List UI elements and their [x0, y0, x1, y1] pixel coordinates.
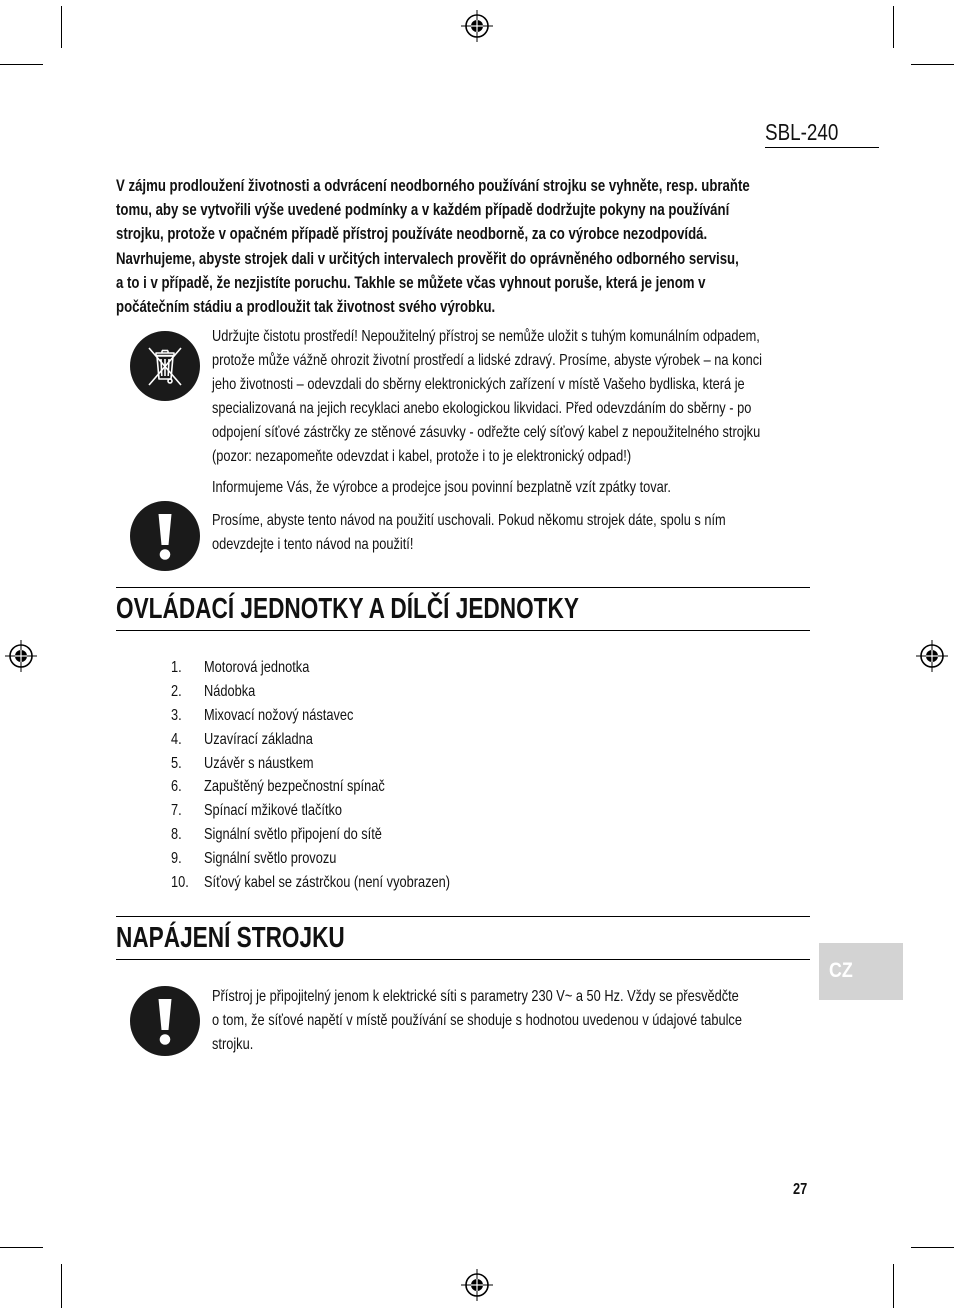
intro-line: strojku, protože v opačném případě přístroj používáte neodborně, za co výrobce nezodpovídá. [116, 225, 708, 244]
crop-mark [893, 6, 894, 48]
list-item-number: 7. [171, 802, 182, 820]
takeback-text: Informujeme Vás, že výrobce a prodejce jsou povinní bezplatně vzít zpátky tovar. [212, 479, 671, 496]
section-title: OVLÁDACÍ JEDNOTKY A DÍLČÍ JEDNOTKY [116, 593, 579, 625]
list-item-label: Uzávěr s náustkem [204, 754, 314, 772]
list-item-label: Mixovací nožový nástavec [204, 706, 354, 724]
recycling-line: jeho životnosti – odevzdali do sběrny elektronických zařízení v místě Vašeho bydliska, která je [212, 376, 745, 393]
keep-manual-paragraph [212, 509, 854, 557]
list-item-label: Signální světlo připojení do sítě [204, 826, 382, 844]
recycling-line: odpojení síťové zástrčky ze stěnové zásuvky - odřežte celý síťový kabel z nepoužitelného strojku [212, 424, 761, 441]
section-heading-controls [116, 587, 810, 631]
list-item-number: 5. [171, 754, 182, 772]
intro-line: Navrhujeme, abyste strojek dali v určitých intervalech prověřit do oprávněného odborného servisu, [116, 249, 739, 268]
intro-line: tomu, aby se vytvořili výše uvedené podmínky a v každém případě dodržujte pokyny na používání [116, 201, 730, 220]
list-item-number: 1. [171, 659, 182, 676]
list-item-number: 2. [171, 682, 182, 700]
list-item-label: Motorová jednotka [204, 659, 310, 676]
crossed-bin-icon [129, 330, 201, 402]
list-item-number: 6. [171, 778, 182, 796]
list-item-label: Nádobka [204, 682, 256, 700]
intro-paragraph [116, 174, 908, 319]
list-item-number: 3. [171, 706, 182, 724]
power-paragraph [212, 985, 874, 1057]
recycling-line: Udržujte čistotu prostředí! Nepoužitelný přístroj se nemůže uložit s tuhým komunálním odpadem, [212, 328, 760, 345]
page-number-text: 27 [793, 1181, 808, 1198]
keep-manual-line: odevzdejte i tento návod na použití! [212, 536, 414, 553]
crop-mark [911, 1247, 954, 1248]
list-item-label: Zapuštěný bezpečnostní spínač [204, 778, 385, 796]
recycling-line: (pozor: nezapomeňte odevzdat i kabel, protože i to je elektronický odpad!) [212, 448, 632, 465]
recycling-line: specializovaná na jejich recyklaci anebo ekologickou likvidaci. Před odevzdáním do sběrny - po [212, 400, 752, 417]
recycling-paragraph [212, 325, 899, 469]
section-heading-power [116, 916, 810, 960]
power-line: strojku. [212, 1036, 254, 1053]
takeback-paragraph [212, 476, 786, 500]
keep-manual-line: Prosíme, abyste tento návod na použití uschovali. Pokud někomu strojek dáte, spolu s ním [212, 512, 726, 529]
crop-mark [61, 1264, 62, 1308]
language-tab [819, 943, 903, 1000]
registration-mark-icon [915, 639, 949, 673]
exclamation-icon [129, 500, 201, 572]
registration-mark-icon [460, 9, 494, 43]
list-item-label: Signální světlo provozu [204, 850, 337, 868]
crop-mark [911, 64, 954, 65]
list-item-label: Síťový kabel se zástrčkou (není vyobrazen) [204, 874, 450, 892]
crop-mark [0, 64, 43, 65]
page-number [793, 1181, 811, 1199]
intro-line: počátečním stádiu a prodloužit tak životnost svého výrobku. [116, 298, 496, 317]
model-name: SBL-240 [765, 116, 879, 148]
language-code: CZ [829, 959, 853, 982]
list-item-label: Uzavírací základna [204, 730, 313, 748]
recycling-line: protože může vážně ohrozit životní prostředí a lidské zdravý. Prosíme, abyste výrobek – na konci [212, 352, 762, 369]
crop-mark [0, 1247, 43, 1248]
list-item-number: 4. [171, 730, 182, 748]
section-title: NAPÁJENÍ STROJKU [116, 922, 345, 954]
crop-mark [893, 1264, 894, 1308]
intro-line: V zájmu prodloužení životnosti a odvrácení neodborného používání strojku se vyhněte, resp. ubraňte [116, 177, 750, 195]
power-line: o tom, že síťové napětí v místě používání se shoduje s hodnotou uvedenou v údajové tabulce [212, 1012, 742, 1029]
registration-mark-icon [460, 1268, 494, 1302]
crop-mark [61, 6, 62, 48]
registration-mark-icon [4, 639, 38, 673]
power-line: Přístroj je připojitelný jenom k elektrické síti s parametry 230 V~ a 50 Hz. Vždy se přesvědčte [212, 988, 739, 1005]
exclamation-icon [129, 985, 201, 1057]
list-item-label: Spínací mžikové tlačítko [204, 802, 343, 820]
list-item-number: 10. [171, 874, 189, 892]
list-item-number: 8. [171, 826, 182, 844]
intro-line: a to i v případě, že nezjistíte poruchu. Takhle se můžete včas vyhnout poruše, která je jenom v [116, 273, 706, 292]
list-item-number: 9. [171, 850, 182, 868]
